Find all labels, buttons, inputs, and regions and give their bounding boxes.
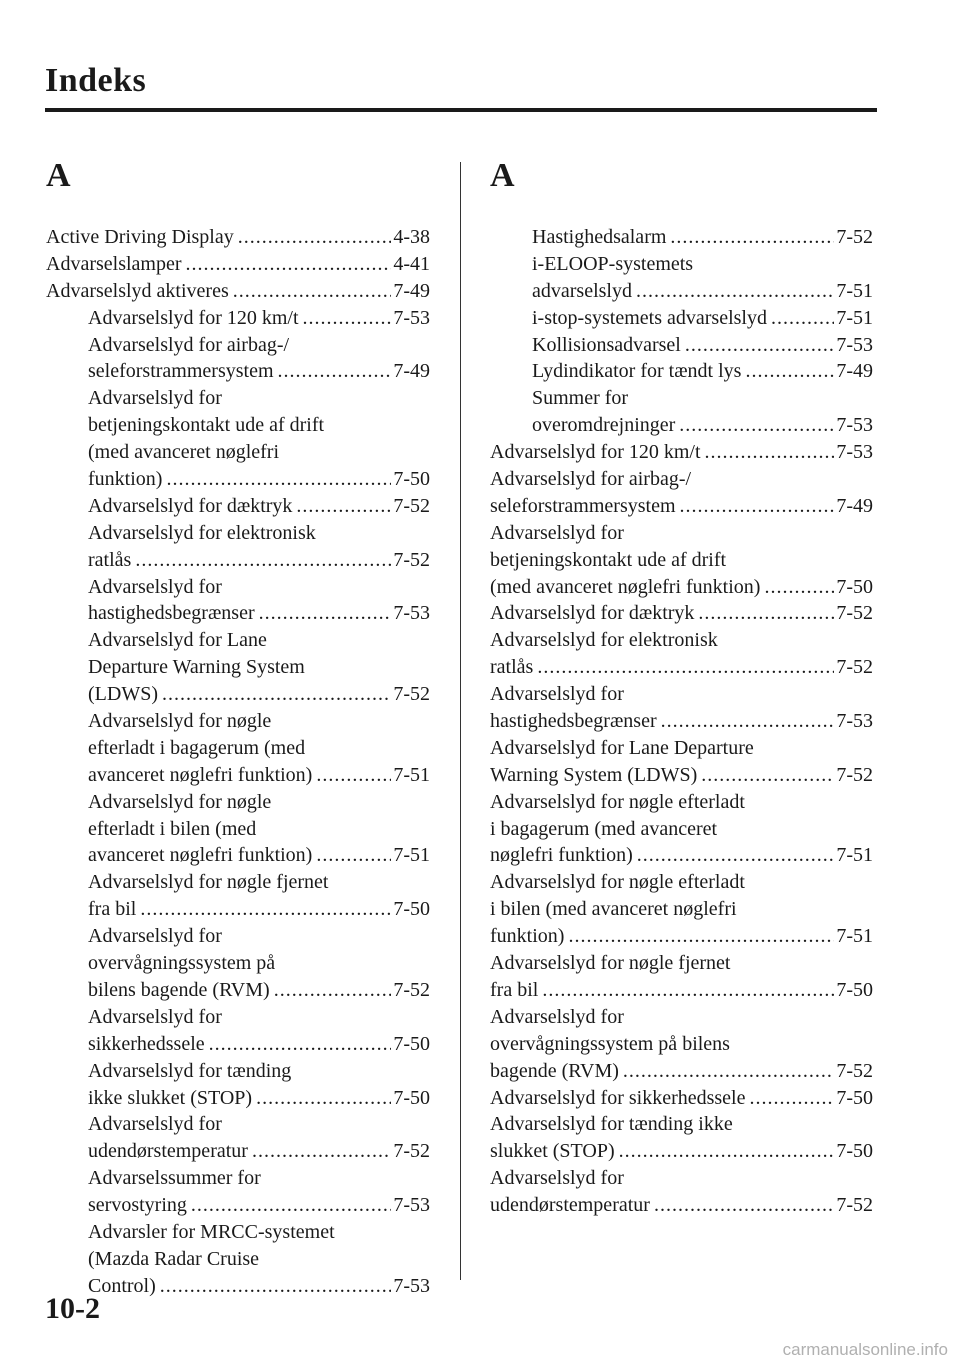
index-column-right [490,150,873,1219]
index-entry [46,1058,430,1085]
index-entry [490,896,873,923]
index-entry-text: Advarselslyd for sikkerhedssele [490,1086,746,1109]
index-entry [490,520,873,547]
index-entry-page: 7-52 [393,494,430,517]
index-entry-text: Advarselslyd for elektronisk [88,521,316,544]
index-entry-page: 7-49 [393,360,430,383]
index-entry-text: funktion) [88,468,163,491]
index-entry-page: 7-52 [836,226,873,248]
index-entry-text: (med avanceret nøglefri funktion) [490,575,761,598]
index-entry-page: 7-50 [393,1086,430,1109]
index-entry-text: Advarselslyd for Lane Departure [490,736,754,759]
dot-leader [162,681,391,708]
index-entry-text: hastighedsbegrænser [88,602,255,625]
index-entry [46,896,430,923]
dot-leader [166,466,391,493]
index-entry [490,278,873,305]
dot-leader [256,1085,391,1112]
dot-leader [160,1273,392,1300]
index-entry-text: Advarselslyd for [490,1167,624,1190]
index-entry [490,547,873,574]
index-entry-text: servostyring [88,1194,187,1217]
index-entry-text: slukket (STOP) [490,1140,615,1163]
index-entry-text: Advarselslyd for nøgle fjernet [88,871,329,894]
index-entry-text: Warning System (LDWS) [490,763,698,786]
index-entry-text: seleforstrammersystem [88,360,274,383]
page-title: Indeks [45,62,147,99]
index-entry-text: avanceret nøglefri funktion) [88,763,313,786]
index-entry [490,1165,873,1192]
index-entry [46,466,430,493]
index-entry [490,816,873,843]
index-entry [490,439,873,466]
index-entry-text: Control) [88,1274,156,1297]
index-entry-text: (LDWS) [88,683,158,706]
index-entry [46,493,430,520]
index-entry-page: 7-52 [393,548,430,571]
section-letter: A [46,157,71,194]
index-entry-text: bagende (RVM) [490,1059,619,1082]
index-entry-text: Advarselslyd for nøgle efterladt [490,790,745,813]
index-entry-text: Advarselslyd for 120 km/t [490,441,701,464]
index-entry-page: 7-52 [836,763,873,786]
index-entry [490,1058,873,1085]
index-entry [46,278,430,305]
index-entry [490,1192,873,1219]
index-entry-text: fra bil [88,898,137,921]
index-entry-text: Advarsler for MRCC-systemet [88,1220,335,1243]
dot-leader [705,439,835,466]
index-entry [490,923,873,950]
index-entry-text: Advarselslyd for nøgle [88,790,272,813]
index-entry-text: Advarselslyd for airbag-/ [88,333,290,356]
index-entry [46,385,430,412]
dot-leader [619,1138,835,1165]
index-entry [46,708,430,735]
dot-leader [252,1138,391,1165]
index-entry [490,708,873,735]
index-entry [46,1246,430,1273]
index-entry [46,332,430,359]
dot-leader [623,1058,834,1085]
index-entry-page: 7-49 [836,360,873,383]
index-entry [46,358,430,385]
index-entry-text: sikkerhedssele [88,1032,205,1055]
index-entry [46,654,430,681]
index-entry [46,842,430,869]
index-entry [490,654,873,681]
index-entry [46,1192,430,1219]
page-number: 10-2 [45,1292,100,1325]
index-entry-page: 7-50 [836,575,873,598]
index-entry-page: 7-53 [393,602,430,625]
index-entry-text: udendørstemperatur [88,1140,248,1163]
index-entry-page: 7-50 [393,468,430,491]
dot-leader [209,1031,392,1058]
index-entry [490,1085,873,1112]
index-entry-text: Advarselslyd for Lane [88,629,267,652]
index-entry-text: (Mazda Radar Cruise [88,1247,260,1270]
index-entry [490,762,873,789]
index-entry-text: Advarselslyd for nøgle fjernet [490,952,731,975]
index-entry-text: funktion) [490,925,565,948]
index-entry-text: Advarselslyd for dæktryk [88,494,293,517]
index-entry-text: Advarselslyd for nøgle efterladt [490,871,745,894]
index-entry-text: Advarselslyd for nøgle [88,710,272,733]
index-entry [490,332,873,359]
index-entry [490,385,873,412]
index-entry-text: Advarselslyd for 120 km/t [88,306,299,329]
dot-leader [238,224,392,251]
index-entry [490,735,873,762]
index-entry-page: 7-52 [836,656,873,679]
index-entry-text: Advarselslyd for [88,1113,222,1136]
dot-leader [233,278,392,305]
index-entry-text: Advarselslyd for [490,683,624,706]
index-entry [46,1085,430,1112]
index-entry-text: Advarselslyd for [88,387,222,410]
index-entry-text: hastighedsbegrænser [490,710,657,733]
index-entry-text: Advarselslamper [46,252,182,275]
dot-leader [701,762,834,789]
index-entry-page: 7-51 [836,844,873,867]
index-entry [490,1111,873,1138]
index-entry-text: Advarselslyd for [490,521,624,544]
index-entry-page: 7-51 [836,306,873,329]
index-entry-page: 7-51 [836,279,873,302]
index-entry [490,681,873,708]
index-entry-text: efterladt i bagagerum (med [88,736,306,759]
index-entry-text: i bagagerum (med avanceret [490,817,718,840]
index-entry-text: ratlås [490,656,534,679]
index-entry-text: bilens bagende (RVM) [88,978,270,1001]
index-entry-text: udendørstemperatur [490,1194,650,1217]
index-entry [46,1111,430,1138]
index-entry-text: overvågningssystem på bilens [490,1032,730,1055]
index-entry [46,816,430,843]
index-entry-page: 7-50 [836,978,873,1001]
index-entry [46,1031,430,1058]
dot-leader [135,547,391,574]
index-entry [46,735,430,762]
index-entry [46,950,430,977]
index-entry-text: Advarselslyd for dæktryk [490,602,695,625]
dot-leader [140,896,391,923]
index-entry-page: 7-52 [836,1194,873,1217]
index-entry [46,574,430,601]
index-entry-page: 7-50 [393,1032,430,1055]
index-entry-page: 7-49 [836,494,873,517]
index-entry [46,627,430,654]
index-entry [46,762,430,789]
index-entry-text: overvågningssystem på [88,952,276,975]
dot-leader [654,1192,834,1219]
index-entry [490,224,873,251]
index-entry-page: 4-38 [393,226,430,248]
index-entry [46,439,430,466]
index-entry [490,466,873,493]
column-divider [460,162,461,1280]
index-entry-page: 7-50 [836,1140,873,1163]
index-entry-page: 7-52 [393,978,430,1001]
index-entry-text: Active Driving Display [46,226,234,248]
index-entry [46,923,430,950]
index-entry-text: Kollisionsadvarsel [532,333,681,356]
dot-leader [186,251,392,278]
index-entry [490,842,873,869]
index-entry-text: Advarselslyd for [88,1005,222,1028]
dot-leader [278,358,392,385]
section-letter: A [490,157,515,194]
dot-leader [542,977,834,1004]
index-entry [46,600,430,627]
index-entry [490,251,873,278]
index-entry-page: 7-53 [836,414,873,437]
index-entry [46,520,430,547]
index-entry-page: 7-49 [393,279,430,302]
index-entry [490,869,873,896]
index-entry [46,1273,430,1300]
index-entry-text: Lydindikator for tændt lys [532,360,742,383]
index-entry-page: 7-51 [393,763,430,786]
index-entry [490,977,873,1004]
index-entry [490,493,873,520]
index-entry-page: 7-53 [836,710,873,733]
dot-leader [745,358,834,385]
index-entry [46,789,430,816]
dot-leader [670,224,834,251]
index-entry-text: Advarselslyd for [88,925,222,948]
index-entry [490,358,873,385]
dot-leader [698,600,834,627]
dot-leader [191,1192,391,1219]
index-entry [46,1004,430,1031]
index-entry-text: nøglefri funktion) [490,844,633,867]
dot-leader [637,842,835,869]
index-entry-page: 7-53 [836,333,873,356]
index-entry-text: Advarselslyd for [490,1005,624,1028]
index-entry-text: betjeningskontakt ude af drift [490,548,727,571]
dot-leader [679,412,834,439]
index-entry [46,547,430,574]
index-entry-text: avanceret nøglefri funktion) [88,844,313,867]
index-column-left [46,150,430,1300]
index-entry [490,627,873,654]
index-entry-text: Advarselssummer for [88,1167,261,1190]
dot-leader [296,493,391,520]
index-entry-page: 7-53 [393,306,430,329]
dot-leader [259,600,392,627]
index-entry [490,600,873,627]
index-entry-page: 7-52 [393,1140,430,1163]
index-entry-text: ratlås [88,548,132,571]
index-entry [46,1165,430,1192]
index-entry-page: 7-52 [836,602,873,625]
index-entry [46,681,430,708]
index-entry-page: 7-51 [393,844,430,867]
index-entry-page: 7-51 [836,925,873,948]
index-entry [46,251,430,278]
index-entry [46,224,430,251]
dot-leader [303,305,392,332]
index-entry-text: overomdrejninger [532,414,676,437]
index-entry-text: Advarselslyd aktiveres [46,279,229,302]
dot-leader [771,305,834,332]
dot-leader [764,574,834,601]
index-entry-text: ikke slukket (STOP) [88,1086,253,1109]
index-entry-page: 7-52 [393,683,430,706]
header-rule [45,108,877,112]
index-entry [490,1031,873,1058]
index-entry-text: fra bil [490,978,539,1001]
index-entries [46,224,430,1300]
index-entry-page: 7-53 [393,1274,430,1297]
dot-leader [750,1085,835,1112]
index-entry-text: Hastighedsalarm [532,226,667,248]
index-entry [490,412,873,439]
dot-leader [661,708,835,735]
index-entry-text: betjeningskontakt ude af drift [88,414,325,437]
index-entry-text: i-stop-systemets advarselslyd [532,306,767,329]
index-entry-page: 7-50 [393,898,430,921]
index-entry-text: Advarselslyd for tænding ikke [490,1113,733,1136]
index-entry [490,1004,873,1031]
index-entry [46,412,430,439]
index-entry [490,950,873,977]
dot-leader [537,654,834,681]
index-entry-text: i-ELOOP-systemets [532,252,694,275]
index-entry-text: Advarselslyd for airbag-/ [490,468,692,491]
dot-leader [316,842,391,869]
index-entry-text: Departure Warning System [88,656,305,679]
index-entry-text: seleforstrammersystem [490,494,676,517]
index-entry-text: Advarselslyd for elektronisk [490,629,718,652]
index-entry-text: (med avanceret nøglefri [88,441,280,464]
dot-leader [636,278,834,305]
index-entry [490,789,873,816]
index-entry-text: Advarselslyd for [88,575,222,598]
index-entry [490,305,873,332]
index-entry-text: Summer for [532,387,629,410]
dot-leader [316,762,391,789]
index-entry-page: 7-53 [393,1194,430,1217]
dot-leader [685,332,834,359]
index-entry [46,1138,430,1165]
index-entry-page: 7-52 [836,1059,873,1082]
index-entry-text: i bilen (med avanceret nøglefri [490,898,737,921]
dot-leader [274,977,392,1004]
index-entry-text: efterladt i bilen (med [88,817,257,840]
index-entry [490,574,873,601]
index-entry-text: Advarselslyd for tænding [88,1059,292,1082]
dot-leader [680,493,835,520]
index-entries [490,224,873,1219]
index-entry [46,977,430,1004]
index-entry [46,305,430,332]
index-entry [490,1138,873,1165]
watermark: carmanualsonline.info [782,1340,948,1359]
index-entry-page: 4-41 [393,252,430,275]
index-entry [46,1219,430,1246]
index-entry-text: advarselslyd [532,279,632,302]
index-entry-page: 7-50 [836,1086,873,1109]
index-entry [46,869,430,896]
dot-leader [568,923,834,950]
index-entry-page: 7-53 [836,441,873,464]
